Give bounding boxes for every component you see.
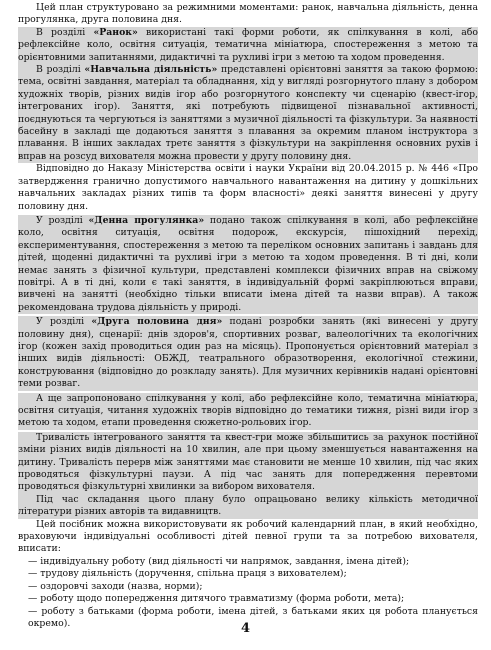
paragraph-learning-activity: В розділі «Навчальна діяльність» представлені орієнтовні заняття за такою формою: тема, освітні завдання, матеріал та обладнання, хід у вигляді розгорнутого плану з добором художніх творів, різних видів ігор або розгорнутого конспекту чи сценарію (квест-ігор, інтегрованих ігор). Заняття, які потребують підвищеної пізнавальної активності, поєднуються та чергуються із заняттями з музичної діяльності та фізкультури. За наявності басейну в закладі ще додаються заняття з плавання за окремим планом інструктора з плавання. В інших закладах третє заняття з фізкультури на закріплення основних рухів і вправ на розсуд вихователя можна провести у другу половину дня. — [18, 64, 478, 162]
list-item: — трудову діяльність (доручення, спільна праця з вихователем); — [28, 568, 347, 580]
paragraph-literature: Під час складання цього плану було опрацьовано велику кількість методичної літератури різних авторів та видавництв. — [18, 493, 478, 518]
body-text — [18, 2, 478, 630]
paragraph-afternoon: У розділі «Друга половина дня» подані розробки занять (які винесені у другу половину дня), сценарії: днів здоров'я, спортивних розваг, валеологічних та екологічних ігор (кожен захід проводиться один раз на місяць). Пропонується орієнтовний матеріал з інших видів діяльності: ОБЖД, театрального образотворення, екологічної стежини, конструювання (відповідно до розкладу занять). Для музичних керівників надані орієнтовні теми розваг. — [18, 316, 478, 390]
list-item: — індивідуальну роботу (вид діяльності чи напрямок, завдання, імена дітей); — [28, 555, 410, 567]
paragraph-intro: Цей план структуровано за режимними моментами: ранок, навчальна діяльність, денна прогулянка, друга половина дня. — [18, 2, 478, 26]
paragraph-duration: Тривалість інтегрованого заняття та квест-гри може збільшитись за рахунок постійної зміни різних видів діяльності на 10 хвилин, але при цьому зменшується навантаження на дитину. Тривалість перерв між заняттями має становити не менше 10 хвилин, під час яких проводяться фізкультурні паузи. А під час занять для попередження перевтоми проводяться фізкультурні хвилинки за вибором вихователя. — [18, 431, 478, 493]
section-title-walk: «Денна прогулянка» — [88, 214, 205, 226]
list-item: — роботу з батьками (форма роботи, імена дітей, з батьками яких ця робота планується окремо). — [28, 605, 478, 629]
section-title-afternoon: «Друга половина дня» — [91, 316, 223, 328]
list-item: — оздоровчі заходи (назва, норми); — [28, 580, 203, 592]
paragraph-ministry-order: Відповідно до Наказу Міністерства освіти і науки України від 20.04.2015 р. № 446 «Про затвердження гранично допустимого навчального навантаження на дитину у дошкільних навчальних закладах різних типів та форм власності» деякі заняття винесені у другу половину дня. — [18, 163, 478, 212]
paragraph-day-walk: У розділі «Денна прогулянка» подано також спілкування в колі, або рефлексійне коло, освітня ситуація, освітня подорож, екскурсія, пішохідний перехід, експериментування, спостереження з метою та переліком основних запитань і завдань для дітей, щоденні дидактичні та рухливі ігри з метою та ходом проведення. В ті дні, коли немає занять з фізичної культури, представлені комплекси фізичних вправ на свіжому повітрі. А в ті дні, коли є такі заняття, в індивідуальній формі закріплюються вправи, вивчені на занятті (необхідно тільки вписати імена дітей та назви вправ). А також рекомендована трудова діяльність у природі. — [18, 214, 479, 313]
page-number: 4 — [240, 621, 251, 636]
section-title-learning: «Навчальна діяльність» — [84, 64, 218, 76]
fill-in-list — [18, 556, 478, 630]
paragraph-usage: Цей посібник можна використовувати як робочий календарний план, в який необхідно, враховуючи індивідуальні особливості дітей певної групи та за потребою вихователя, вписати: — [18, 518, 478, 555]
section-title-morning: «Ранок» — [93, 26, 138, 38]
paragraph-circle-communication: А ще запропоновано спілкування у колі, або рефлексійне коло, тематична мініатюра, освітня ситуація, читання художніх творів відповідно до тематики тижня, різні види ігор з метою та ходом, етапи проведення сюжетно-рольових ігор. — [18, 392, 478, 429]
list-item: — роботу щодо попередження дитячого травматизму (форма роботи, мета); — [28, 593, 405, 605]
paragraph-morning-section: В розділі «Ранок» використані такі форми роботи, як спілкування в колі, або рефлексійне коло, освітня ситуація, тематична мініатюра, спостереження з метою та орієнтовними запитаннями, дидактичні та рухливі ігри з метою та ходом проведення. — [18, 26, 478, 63]
